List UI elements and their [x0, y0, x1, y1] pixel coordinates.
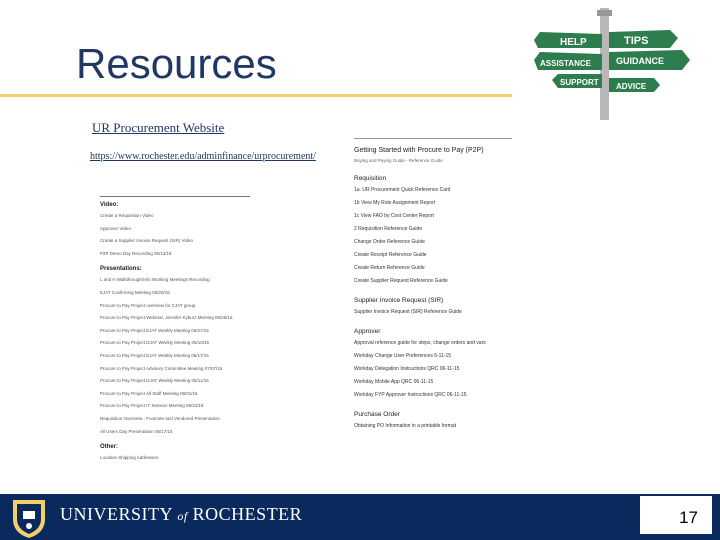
presentation-link[interactable]: Procure to Pay Project All Staff Meeting 09/01/15 — [100, 390, 198, 396]
other-list — [100, 452, 250, 465]
video-link[interactable]: Create a Requisition Video — [100, 213, 154, 218]
signpost-image — [530, 8, 712, 120]
sign-support-label: SUPPORT — [560, 78, 599, 87]
video-link[interactable]: P2P Demo Day Recording 05/13/15 — [100, 250, 172, 256]
sign-guidance-label: GUIDANCE — [616, 56, 665, 66]
other-link[interactable]: Location Shipping Addresses — [100, 455, 159, 461]
left-resource-list — [100, 196, 250, 465]
presentation-link[interactable]: Procure to Pay Project EJAT Weekly Meeting 06/17/15 — [100, 352, 209, 358]
presentation-link[interactable]: Requisition Overview - Footnote and Vendored Presentation — [100, 415, 220, 421]
presentation-list — [100, 274, 250, 438]
getting-started-heading: Getting Started with Procure to Pay (P2P) — [354, 147, 484, 154]
presentation-link[interactable]: L and H Walkthrough/Info Working Meetings Recording — [100, 277, 210, 283]
guide-link[interactable]: Change Order Reference Guide — [354, 239, 425, 245]
guide-link[interactable]: Obtaining PO Information in a printable format — [354, 423, 456, 429]
guide-link[interactable]: Workday FYP Approver Instructions QRC 06-11-15 — [354, 392, 467, 398]
guide-link[interactable]: Workday Delegation Instructions QRC 06-11-15 — [354, 366, 460, 372]
guide-link[interactable]: 1c View FAO by Cost Center Report — [354, 213, 434, 219]
signpost-cap — [597, 10, 612, 16]
guide-link[interactable]: Supplier Invoice Request (SIR) Reference Guide — [354, 309, 462, 315]
presentations-heading: Presentations: — [100, 266, 142, 273]
procurement-url-link[interactable]: https://www.rochester.edu/adminfinance/urprocurement/ — [90, 151, 316, 162]
title-underline — [0, 94, 512, 97]
video-list — [100, 210, 250, 260]
university-wordmark — [60, 504, 302, 525]
presentation-link[interactable]: EJAT Confirming Meeting 05/20/15 — [100, 289, 170, 295]
right-resource-list — [354, 138, 512, 433]
presentation-link[interactable]: All Users Day Presentation 06/17/15 — [100, 428, 173, 434]
guide-link[interactable]: 2 Requisition Reference Guide — [354, 226, 423, 232]
guide-link[interactable]: 1a. UR Procurement Quick Reference Card — [354, 187, 451, 193]
left-divider — [100, 196, 250, 197]
guide-sections — [354, 173, 512, 433]
guide-section-heading: Supplier Invoice Request (SIR) — [354, 297, 444, 304]
video-link[interactable]: Approver Video — [100, 225, 131, 231]
slide-title: Resources — [76, 40, 277, 87]
getting-started-subheading: Buying and Paying Guide - Reference Guide — [354, 158, 443, 163]
wordmark-university: UNIVERSITY — [60, 504, 173, 524]
wordmark-rochester: ROCHESTER — [192, 504, 303, 524]
sign-tips-label: TIPS — [624, 35, 649, 47]
guide-link[interactable]: Approval reference guide for steps, change orders and vars — [354, 340, 486, 346]
other-heading: Other: — [100, 444, 118, 451]
guide-section-heading: Approver — [354, 328, 381, 335]
presentation-link[interactable]: Procure to Pay Project DJAT Weekly Meeting 06/11/15 — [100, 378, 209, 384]
guide-section-heading: Purchase Order — [354, 411, 400, 418]
guide-link[interactable]: Workday Change User Preferences 6-11-15 — [354, 353, 452, 359]
presentation-link[interactable]: Procure to Pay Project overview for CJAT group — [100, 302, 196, 308]
guide-link[interactable]: Create Return Reference Guide — [354, 265, 425, 271]
presentation-link[interactable]: Procure to Pay Project EJAT Weekly Meeting 05/27/15 — [100, 327, 209, 333]
sign-assistance-label: ASSISTANCE — [540, 59, 591, 68]
university-crest-icon — [10, 497, 48, 539]
sign-help-label: HELP — [560, 37, 587, 48]
presentation-link[interactable]: Procure to Pay Project DJAT Weekly Meeting 06/10/15 — [100, 340, 210, 346]
guide-link[interactable]: Create Supplier Request Reference Guide — [354, 278, 448, 284]
presentation-link[interactable]: Procure to Pay Project Webinar, Jennifer Kyburz Meeting 05/26/15 — [100, 315, 233, 321]
video-link[interactable]: Create a Supplier Invoice Request (SIR) Video — [100, 238, 193, 244]
page-number: 17 — [640, 496, 712, 534]
guide-link[interactable]: 1b View My Role Assignment Report — [354, 200, 436, 206]
guide-link[interactable]: Workday Mobile App QRC 06-11-15 — [354, 379, 434, 385]
guide-section-heading: Requisition — [354, 175, 387, 182]
presentation-link[interactable]: Procure to Pay Project Advisory Committee Meeting 07/07/15 — [100, 365, 223, 371]
video-heading: Video: — [100, 202, 119, 208]
footer-bar — [0, 494, 720, 540]
presentation-link[interactable]: Procure to Pay Project IT Session Meeting 09/22/15 — [100, 403, 204, 409]
wordmark-of: of — [177, 509, 188, 523]
sign-advice-label: ADVICE — [616, 82, 647, 91]
guide-link[interactable]: Create Receipt Reference Guide — [354, 252, 427, 258]
procurement-website-link[interactable]: UR Procurement Website — [92, 120, 225, 135]
right-divider — [354, 138, 512, 139]
